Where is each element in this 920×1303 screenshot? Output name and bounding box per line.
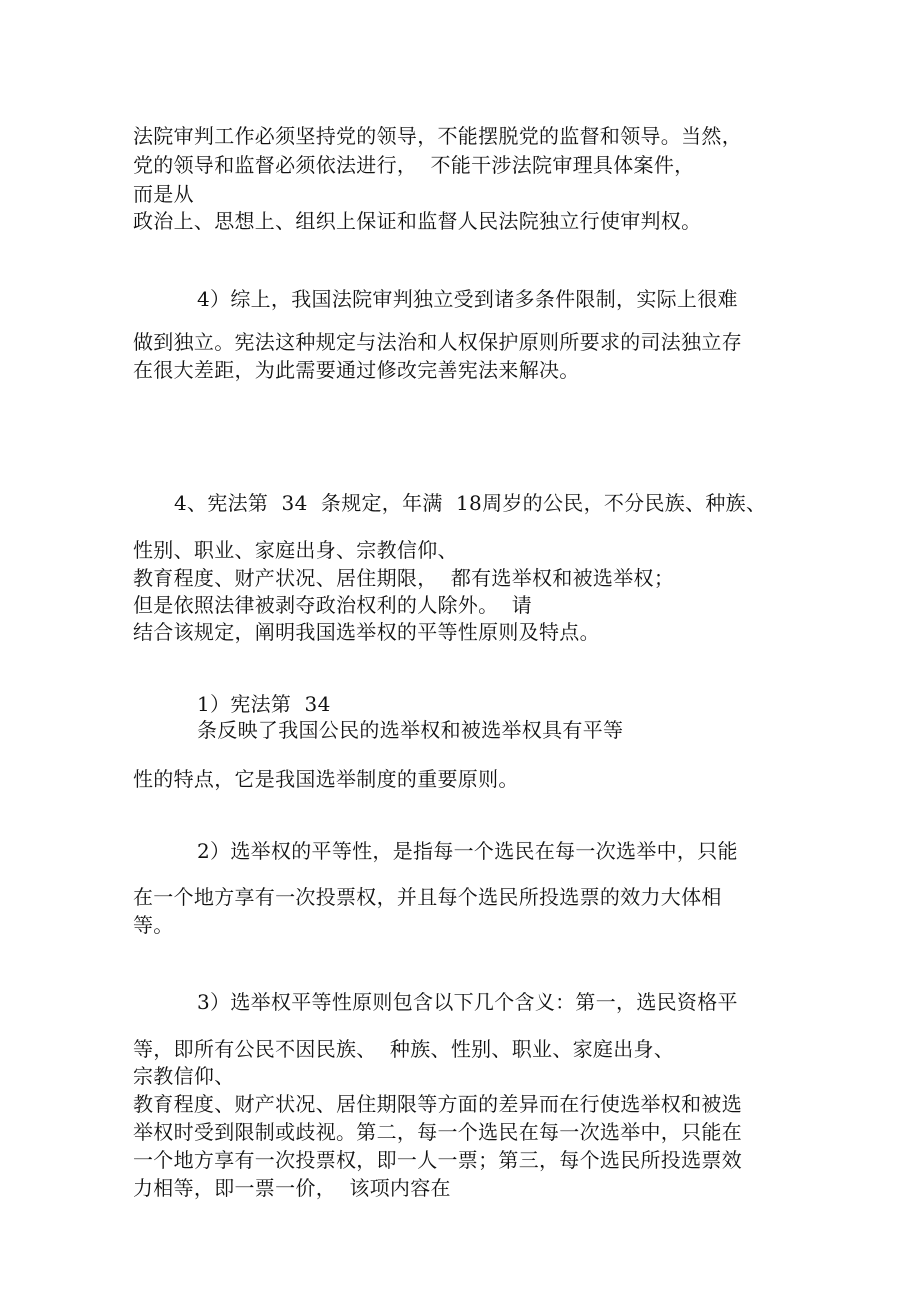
text-line: 教育程度、财产状况、居住期限， 都有选举权和被选举权； (133, 566, 675, 590)
text-line: 条反映了我国公民的选举权和被选举权具有平等 (197, 718, 624, 742)
text-line: 法院审判工作必须坚持党的领导，不能摆脱党的监督和领导。当然， (133, 124, 742, 148)
text-line: 等。 (133, 913, 174, 937)
text-line: 结合该规定，阐明我国选举权的平等性原则及特点。 (133, 620, 600, 644)
text-line: 而是从 (133, 182, 194, 206)
text-line: 力相等，即一票一价， 该项内容在 (133, 1176, 451, 1200)
text-line: 党的领导和监督必须依法进行， 不能干涉法院审理具体案件， (133, 153, 695, 177)
text-line: 2）选举权的平等性，是指每一个选民在每一次选举中，只能 (197, 839, 738, 863)
text-line: 教育程度、财产状况、居住期限等方面的差异而在行使选举权和被选 (133, 1092, 742, 1116)
text-line: 在一个地方享有一次投票权，并且每个选民所投选票的效力大体相 (133, 885, 722, 909)
text-line: 性别、职业、家庭出身、宗教信仰、 (133, 538, 458, 562)
text-line: 一个地方享有一次投票权，即一人一票；第三，每个选民所投选票效 (133, 1148, 742, 1172)
text-line: 等，即所有公民不因民族、 种族、性别、职业、家庭出身、 (133, 1037, 675, 1061)
text-line: 政治上、思想上、组织上保证和监督人民法院独立行使审判权。 (133, 209, 702, 233)
text-line: 在很大差距，为此需要通过修改完善宪法来解决。 (133, 358, 580, 382)
text-line: 4）综上，我国法院审判独立受到诸多条件限制，实际上很难 (197, 287, 738, 311)
text-line: 做到独立。宪法这种规定与法治和人权保护原则所要求的司法独立存 (133, 330, 742, 354)
text-line: 宗教信仰、 (133, 1064, 235, 1088)
text-line: 性的特点，它是我国选举制度的重要原则。 (133, 767, 519, 791)
text-line: 举权时受到限制或歧视。第二，每一个选民在每一次选举中，只能在 (133, 1120, 742, 1144)
text-line: 4、宪法第 34 条规定，年满 18周岁的公民，不分民族、种族、 (174, 491, 767, 515)
text-line: 3）选举权平等性原则包含以下几个含义：第一，选民资格平 (197, 990, 738, 1014)
text-line: 1）宪法第 34 (197, 692, 331, 716)
text-line: 但是依照法律被剥夺政治权利的人除外。 请 (133, 593, 533, 617)
